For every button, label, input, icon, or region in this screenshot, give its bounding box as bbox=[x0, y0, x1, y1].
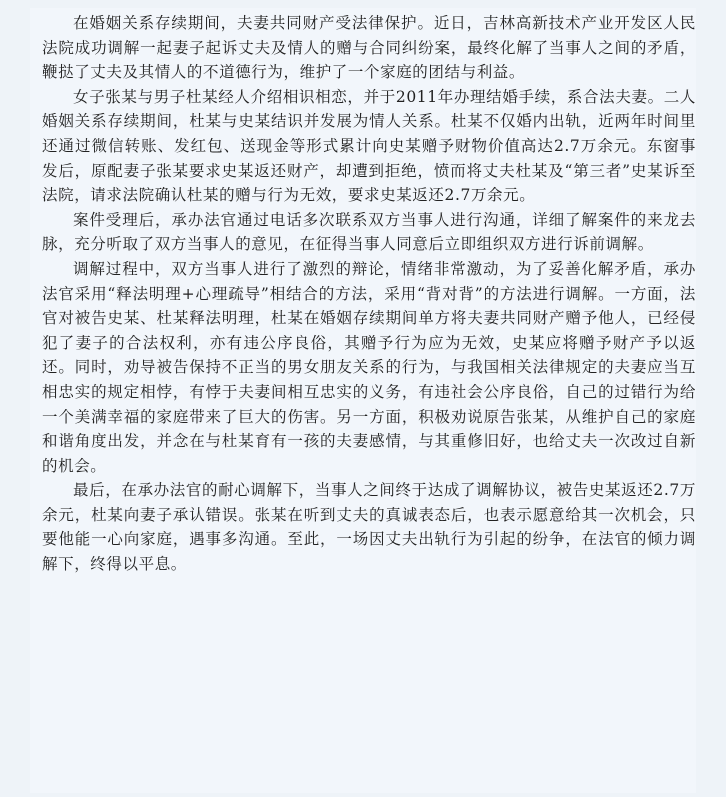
paragraph-intro: 在婚姻关系存续期间，夫妻共同财产受法律保护。近日，吉林高新技术产业开发区人民法院成功调解一起妻子起诉丈夫及情人的赠与合同纠纷案，最终化解了当事人之间的矛盾，鞭挞了丈夫及其情人的不道德行为，维护了一个家庭的团结与利益。 bbox=[42, 14, 696, 82]
paragraph-outcome: 最后，在承办法官的耐心调解下，当事人之间终于达成了调解协议，被告史某返还2.7万余元，杜某向妻子承认错误。张某在听到丈夫的真诚表态后，也表示愿意给其一次机会，只要他能一心向家庭，遇事多沟通。至此，一场因丈夫出轨行为引起的纷争，在法官的倾力调解下，终得以平息。 bbox=[42, 481, 696, 574]
paragraph-mediation-process: 调解过程中，双方当事人进行了激烈的辩论，情绪非常激动，为了妥善化解矛盾，承办法官采用“释法明理+心理疏导”相结合的方法，采用“背对背”的方法进行调解。一方面，法官对被告史某、杜某释法明理，杜某在婚姻存续期间单方将夫妻共同财产赠予他人，已经侵犯了妻子的合法权利，亦有违公序良俗，其赠予行为应为无效，史某应将赠予财产予以返还。同时，劝导被告保持不正当的男女朋友关系的行为，与我国相关法律规定的夫妻应当互相忠实的规定相悖，有悖于夫妻间相互忠实的义务，有违社会公序良俗，自己的过错行为给一个美满幸福的家庭带来了巨大的伤害。另一方面，积极劝说原告张某，从维护自己的家庭和谐角度出发，并念在与杜某育有一孩的夫妻感情，与其重修旧好，也给丈夫一次改过自新的机会。 bbox=[42, 259, 696, 475]
paragraph-case-acceptance: 案件受理后，承办法官通过电话多次联系双方当事人进行沟通，详细了解案件的来龙去脉，充分听取了双方当事人的意见，在征得当事人同意后立即组织双方进行诉前调解。 bbox=[42, 210, 696, 254]
paragraph-background: 女子张某与男子杜某经人介绍相识相恋，并于2011年办理结婚手续，系合法夫妻。二人婚姻关系存续期间，杜某与史某结识并发展为情人关系。杜某不仅婚内出轨，近两年时间里还通过微信转账、发红包、送现金等形式累计向史某赠予财物价值高达2.7万余元。东窗事发后，原配妻子张某要求史某返还财产，却遭到拒绝，愤而将丈夫杜某及“第三者”史某诉至法院，请求法院确认杜某的赠与行为无效，要求史某返还2.7万余元。 bbox=[42, 87, 696, 205]
article-body bbox=[30, 8, 696, 793]
